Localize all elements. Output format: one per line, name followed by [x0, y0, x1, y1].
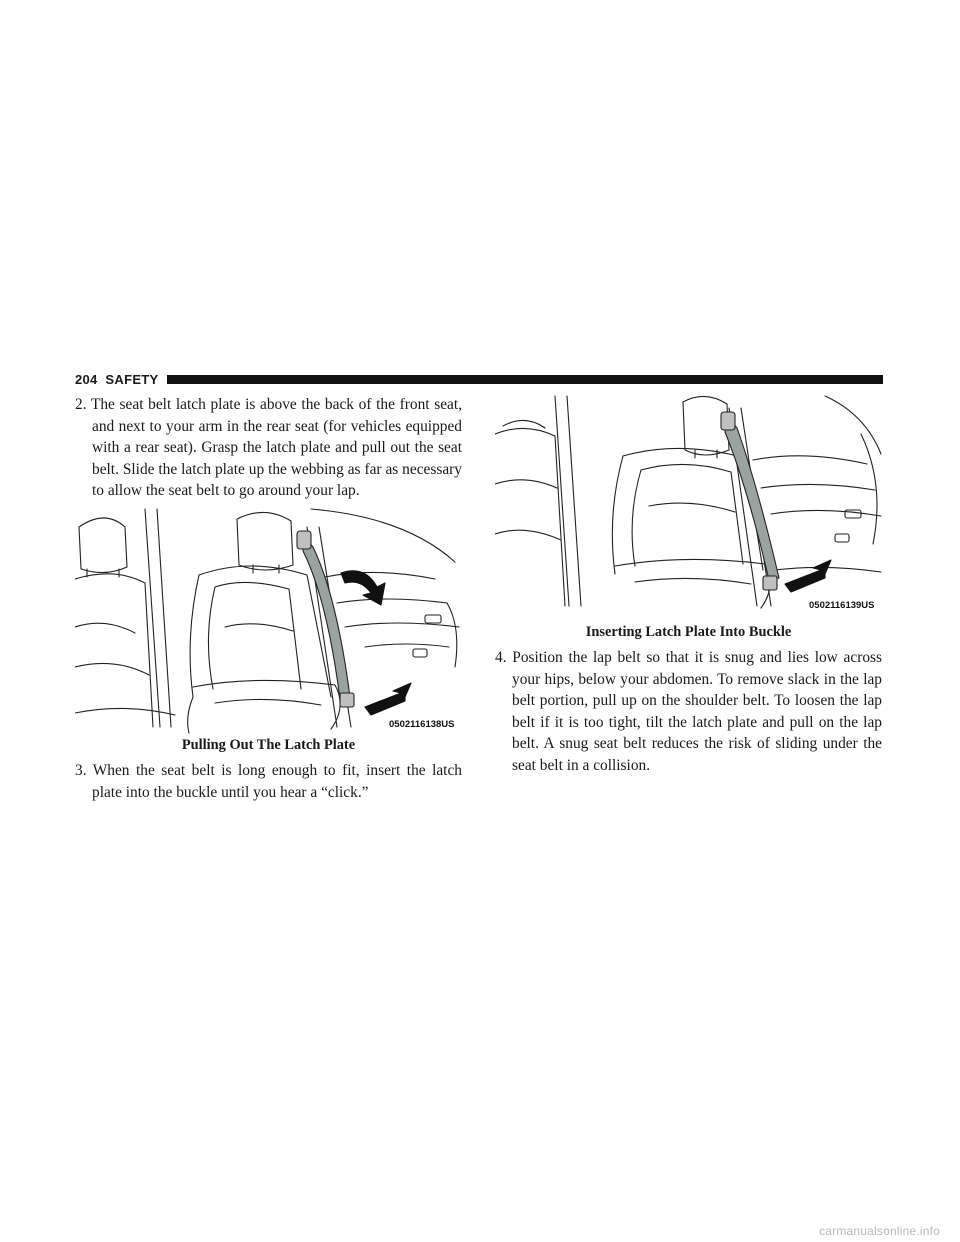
seat-illustration-1 — [75, 507, 462, 735]
figure-code-2: 0502116139US — [809, 600, 875, 611]
figure-caption-1: Pulling Out The Latch Plate — [181, 737, 356, 753]
page-header — [75, 370, 883, 388]
figure-pulling-out-latch-plate — [75, 507, 462, 735]
figure-caption-2: Inserting Latch Plate Into Buckle — [585, 624, 792, 640]
section-title: SAFETY — [105, 371, 159, 387]
step-4: 4. Position the lap belt so that it is snug and lies low across your hips, below your abdomen. To remove slack in the lap belt portion, pull up on the shoulder belt. To loosen the lap belt if it is too tight, tilt the latch plate and pull on the lap belt. A snug seat belt reduces the risk of sliding under the seat belt in a collision. — [495, 649, 882, 774]
seat-illustration-2 — [495, 394, 882, 614]
step-3: 3. When the seat belt is long enough to fit, insert the latch plate into the buckle until you hear a “click.” — [75, 762, 462, 801]
figure-inserting-latch-plate — [495, 394, 882, 614]
figure-code-1: 0502116138US — [389, 719, 455, 730]
watermark-link[interactable]: carmanualsonline.info — [819, 1224, 940, 1238]
header-rule — [167, 375, 883, 384]
step-2: 2. The seat belt latch plate is above the back of the front seat, and next to your arm in the rear seat (for vehicles equipped with a rear seat). Grasp the latch plate and pull out the seat belt. Slide the latch plate up the webbing as far as necessary to allow the seat belt to go around your lap. — [75, 396, 462, 500]
page-number: 204 SAFETY — [75, 371, 159, 387]
